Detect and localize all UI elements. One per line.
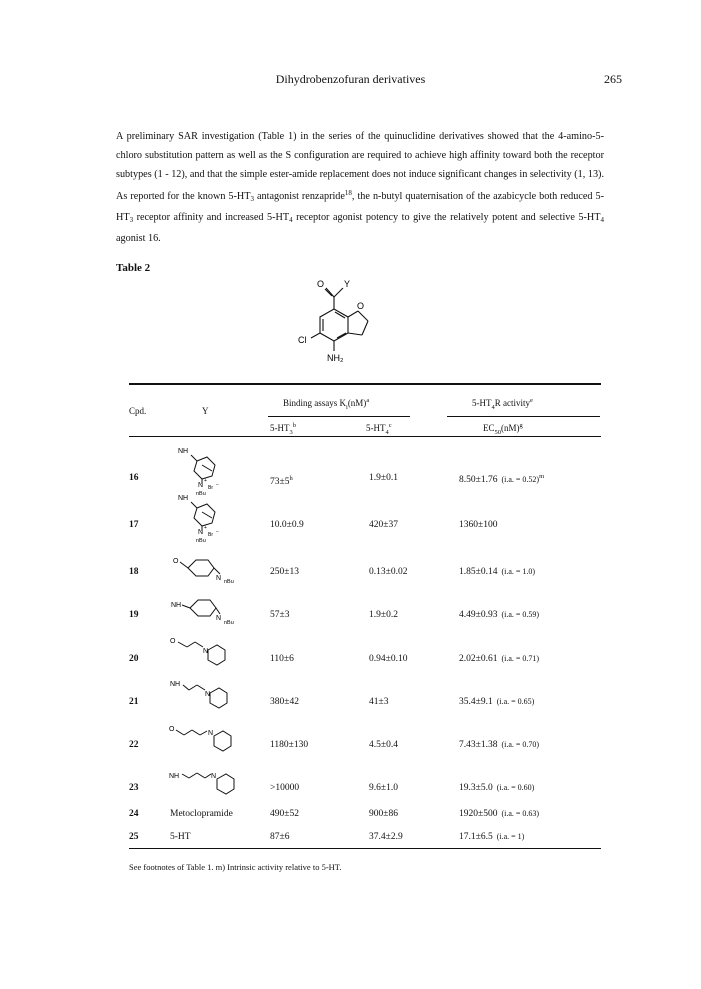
- row-16-ec50: 8.50±1.76 (i.a. = 0.52)$^m$: [459, 473, 545, 486]
- running-header: Dihydrobenzofuran derivatives: [275, 72, 426, 86]
- svg-text:+: +: [204, 478, 207, 484]
- svg-text:NH: NH: [178, 495, 189, 502]
- table-label: Table 2: [116, 262, 151, 274]
- row-24-y: Metoclopramide: [170, 809, 233, 819]
- header-cpd: Cpd.: [129, 406, 147, 416]
- svg-text:+: +: [204, 525, 207, 531]
- row-22-ec50: 7.43±1.38 (i.a. = 0.70): [459, 740, 540, 750]
- table-header-rule: [129, 436, 601, 437]
- svg-text:O: O: [173, 558, 179, 565]
- svg-text:N: N: [216, 615, 222, 622]
- header-5ht3: $5-HT_3^b$: [270, 422, 296, 436]
- row-23-5ht4: 9.6±1.0: [369, 783, 398, 793]
- header-activity: $5-HT_4R$ activity$^e$: [472, 397, 533, 411]
- row-21-5ht3: 380±42: [270, 697, 299, 707]
- svg-text:N: N: [198, 482, 204, 489]
- row-18-ec50: 1.85±0.14 (i.a. = 1.0): [459, 567, 536, 577]
- row-23-5ht3: >10000: [270, 783, 300, 793]
- row-16-5ht3: $73\pm 5^h$: [270, 475, 293, 488]
- row-21-cpd: 21: [129, 697, 139, 707]
- row-16-5ht4: 1.9±0.1: [369, 473, 398, 483]
- svg-text:N: N: [205, 691, 211, 698]
- svg-text:nBu: nBu: [196, 491, 206, 497]
- row-22-5ht3: 1180±130: [270, 740, 309, 750]
- svg-text:N: N: [211, 773, 217, 780]
- structure-17: [172, 490, 247, 545]
- row-18-cpd: 18: [129, 567, 139, 577]
- row-25-ec50: 17.1±6.5 (i.a. = 1): [459, 832, 525, 842]
- row-20-ec50: 2.02±0.61 (i.a. = 0.71): [459, 654, 540, 664]
- binding-underline: [268, 416, 410, 417]
- header-binding: Binding assays $K_i(nM)^a$: [283, 397, 370, 411]
- svg-text:N: N: [198, 529, 204, 536]
- ring-oxygen-label: O: [357, 301, 365, 311]
- carbonyl-oxygen-label: O: [317, 279, 325, 289]
- svg-text:nBu: nBu: [196, 538, 206, 544]
- row-18-5ht4: 0.13±0.02: [369, 567, 408, 577]
- row-24-ec50: 1920±500 (i.a. = 0.63): [459, 809, 540, 819]
- row-21-ec50: 35.4±9.1 (i.a. = 0.65): [459, 697, 535, 707]
- row-22-5ht4: 4.5±0.4: [369, 740, 398, 750]
- structure-21: [165, 676, 250, 718]
- row-19-ec50: 4.49±0.93 (i.a. = 0.59): [459, 610, 540, 620]
- svg-text:NH: NH: [169, 773, 180, 780]
- svg-text:−: −: [216, 482, 219, 488]
- row-20-cpd: 20: [129, 654, 139, 664]
- table-top-rule: [129, 383, 601, 385]
- header-y: Y: [202, 406, 209, 416]
- table-bottom-rule: [129, 848, 601, 849]
- header-5ht4: $5-HT_4^c$: [366, 422, 392, 436]
- row-17-5ht3: 10.0±0.9: [270, 520, 304, 530]
- row-17-ec50: 1360±100: [459, 520, 498, 530]
- row-24-5ht4: 900±86: [369, 809, 398, 819]
- amino-label: NH₂: [327, 353, 344, 363]
- svg-text:Br: Br: [208, 485, 213, 491]
- structure-19: [166, 590, 251, 630]
- row-19-5ht4: 1.9±0.2: [369, 610, 398, 620]
- row-25-y: 5-HT: [170, 832, 191, 842]
- svg-text:nBu: nBu: [224, 620, 234, 626]
- row-23-cpd: 23: [129, 783, 139, 793]
- row-23-ec50: 19.3±5.0 (i.a. = 0.60): [459, 783, 535, 793]
- svg-text:N: N: [208, 730, 214, 737]
- row-25-5ht4: 37.4±2.9: [369, 832, 403, 842]
- svg-text:NH: NH: [170, 681, 181, 688]
- row-25-cpd: 25: [129, 832, 139, 842]
- structure-22: [165, 719, 250, 761]
- row-18-5ht3: 250±13: [270, 567, 299, 577]
- chloro-label: Cl: [298, 335, 307, 345]
- row-21-5ht4: 41±3: [369, 697, 389, 707]
- row-20-5ht3: 110±6: [270, 654, 294, 664]
- svg-text:O: O: [169, 726, 175, 733]
- svg-text:NH: NH: [178, 448, 189, 455]
- activity-underline: [447, 416, 600, 417]
- structure-23: [165, 762, 250, 804]
- row-16-cpd: 16: [129, 473, 139, 483]
- svg-text:Br: Br: [208, 532, 213, 538]
- structure-18: [168, 548, 253, 588]
- svg-text:NH: NH: [171, 602, 182, 609]
- svg-text:O: O: [170, 638, 176, 645]
- row-25-5ht3: 87±6: [270, 832, 290, 842]
- row-20-5ht4: 0.94±0.10: [369, 654, 408, 664]
- row-24-5ht3: 490±52: [270, 809, 299, 819]
- svg-text:−: −: [216, 529, 219, 535]
- scaffold-structure: [290, 275, 410, 370]
- page-number: 265: [604, 72, 622, 86]
- svg-text:nBu: nBu: [224, 579, 234, 585]
- row-17-5ht4: 420±37: [369, 520, 398, 530]
- header-ec50: $EC_{50}(nM)^g$: [483, 422, 523, 436]
- svg-text:N: N: [216, 575, 222, 582]
- structure-20: [165, 633, 250, 675]
- row-22-cpd: 22: [129, 740, 139, 750]
- row-17-cpd: 17: [129, 520, 139, 530]
- row-19-5ht3: 57±3: [270, 610, 290, 620]
- svg-text:N: N: [203, 648, 209, 655]
- intro-paragraph: A preliminary SAR investigation (Table 1) in the series of the quinuclidine derivatives showed that the 4-amino-5-chloro substitution pattern as well as the S configuration are required to achieve high affinity toward both the receptor subtypes (1 - 12), and that the simple ester-amide replacement does not induce significant changes in selectivity (1, 13). As reported for the known $5-HT_3$ antagonist renzapride$^{18}$, the n-butyl quaternisation of the azabicycle both reduced $5-HT_3$ receptor affinity and increased $5-HT_4$ receptor agonist potency to give the relatively potent and selective $5-HT_4$ agonist 16.: [116, 131, 604, 244]
- row-24-cpd: 24: [129, 809, 139, 819]
- table-footnote: See footnotes of Table 1. m) Intrinsic activity relative to 5-HT.: [129, 862, 342, 872]
- row-19-cpd: 19: [129, 610, 139, 620]
- y-substituent-label: Y: [344, 279, 351, 289]
